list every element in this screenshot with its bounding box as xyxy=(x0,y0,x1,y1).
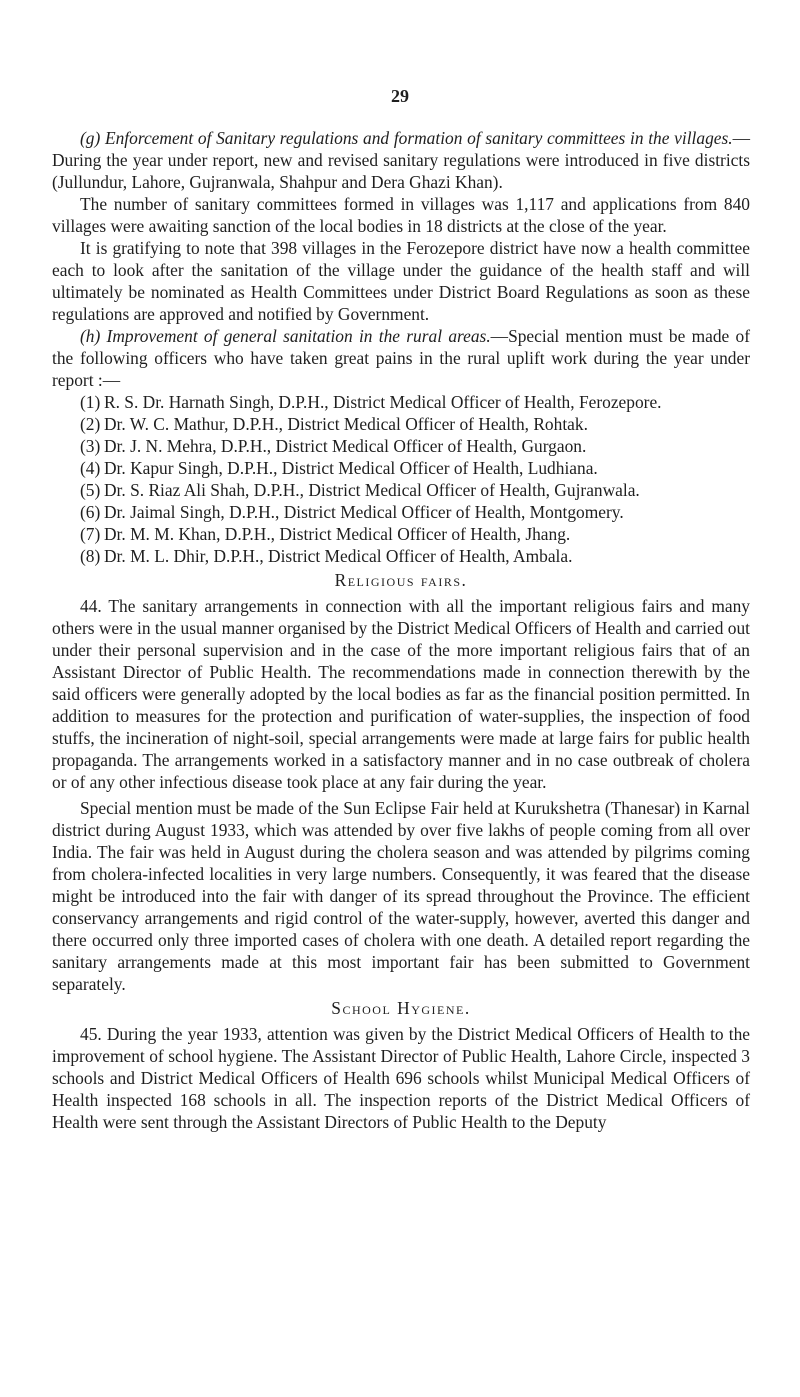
list-item-number: (4) xyxy=(80,458,101,478)
list-item-number: (8) xyxy=(80,546,101,566)
list-item-number: (1) xyxy=(80,392,101,412)
list-item-text: Dr. Jaimal Singh, D.P.H., District Medical Officer of Health, Montgomery. xyxy=(104,502,624,522)
list-item-number: (7) xyxy=(80,524,101,544)
list-item xyxy=(52,523,750,545)
list-item xyxy=(52,501,750,523)
paragraph-ferozepore: It is gratifying to note that 398 villages in the Ferozepore district have now a health committee each to look after the sanitation of the village under the guidance of the health staff and will ultimately be nominated as Health Committees under District Board Regulations as soon as these regulations are approved and notified by Government. xyxy=(52,238,750,324)
page-body xyxy=(52,127,750,1133)
list-item-text: Dr. W. C. Mathur, D.P.H., District Medical Officer of Health, Rohtak. xyxy=(104,414,588,434)
list-item xyxy=(52,545,750,567)
list-item-number: (5) xyxy=(80,480,101,500)
list-item xyxy=(52,479,750,501)
paragraph-44: 44. The sanitary arrangements in connection with all the important religious fairs and many others were in the usual manner organised by the District Medical Officers of Health and carried out under their personal supervision and in the case of the more important religious fairs that of an Assistant Director of Public Health. The recommendations made in connection therewith by the said officers were generally adopted by the local bodies as far as the financial position permitted. In addition to measures for the protection and purification of water-supplies, the inspection of food stuffs, the incineration of night-soil, special arrangements were made at large fairs for public health propaganda. The arrangements worked in a satisfactory manner and in no case outbreak of cholera or of any other infectious disease took place at any fair during the year. xyxy=(52,596,750,792)
paragraph-h xyxy=(52,325,750,391)
paragraph-45: 45. During the year 1933, attention was given by the District Medical Officers of Health to the improvement of school hygiene. The Assistant Director of Public Health, Lahore Circle, inspected 3 schools and District Medical Officers of Health 696 schools whilst Municipal Medical Officers of Health inspected 168 schools in all. The inspection reports of the District Medical Officers of Health were sent through the Assistant Directors of Public Health to the Deputy xyxy=(52,1024,750,1132)
list-item xyxy=(52,457,750,479)
section-heading-religious-fairs: Religious fairs. xyxy=(334,570,468,590)
list-item-text: Dr. Kapur Singh, D.P.H., District Medical Officer of Health, Ludhiana. xyxy=(104,458,598,478)
section-heading-school-hygiene: School Hygiene. xyxy=(331,998,471,1018)
list-item xyxy=(52,435,750,457)
paragraph-g-text: —During the year under report, new and revised sanitary regulations were introduced in five districts (Jullundur, Lahore, Gujranwala, Shahpur and Dera Ghazi Khan). xyxy=(52,128,750,192)
list-item-text: Dr. M. M. Khan, D.P.H., District Medical Officer of Health, Jhang. xyxy=(104,524,571,544)
list-item-number: (3) xyxy=(80,436,101,456)
paragraph-h-text: —Special mention must be made of the following officers who have taken great pains in the rural uplift work during the year under report :— xyxy=(52,326,750,390)
list-item xyxy=(52,413,750,435)
paragraph-g xyxy=(52,127,750,193)
list-item-text: Dr. S. Riaz Ali Shah, D.P.H., District Medical Officer of Health, Gujranwala. xyxy=(104,480,640,500)
list-item-text: Dr. M. L. Dhir, D.P.H., District Medical Officer of Health, Ambala. xyxy=(104,546,573,566)
subheading-g: (g) Enforcement of Sanitary regulations and formation of sanitary committees in the villages. xyxy=(80,128,733,148)
list-item-text: Dr. J. N. Mehra, D.P.H., District Medical Officer of Health, Gurgaon. xyxy=(104,436,587,456)
paragraph-committees: The number of sanitary committees formed in villages was 1,117 and applications from 840 villages were awaiting sanction of the local bodies in 18 districts at the close of the year. xyxy=(52,194,750,236)
list-item-number: (2) xyxy=(80,414,101,434)
subheading-h: (h) Improvement of general sanitation in the rural areas. xyxy=(80,326,491,346)
officers-list xyxy=(52,391,750,567)
paragraph-eclipse-fair: Special mention must be made of the Sun Eclipse Fair held at Kurukshetra (Thanesar) in Karnal district during August 1933, which was attended by over five lakhs of people coming from all over India. The fair was held in August during the cholera season and was attended by pilgrims coming from cholera-infected localities in very large numbers. Consequently, it was feared that the disease might be introduced into the fair with danger of its spread throughout the Province. The efficient conservancy arrangements and rigid control of the water-supply, however, averted this danger and there occurred only three imported cases of cholera with one death. A detailed report regarding the sanitary arrangements made at this most important fair has been submitted to Government separately. xyxy=(52,798,750,994)
list-item-text: R. S. Dr. Harnath Singh, D.P.H., District Medical Officer of Health, Ferozepore. xyxy=(104,392,662,412)
page-number: 29 xyxy=(391,86,409,106)
list-item xyxy=(52,391,750,413)
list-item-number: (6) xyxy=(80,502,101,522)
